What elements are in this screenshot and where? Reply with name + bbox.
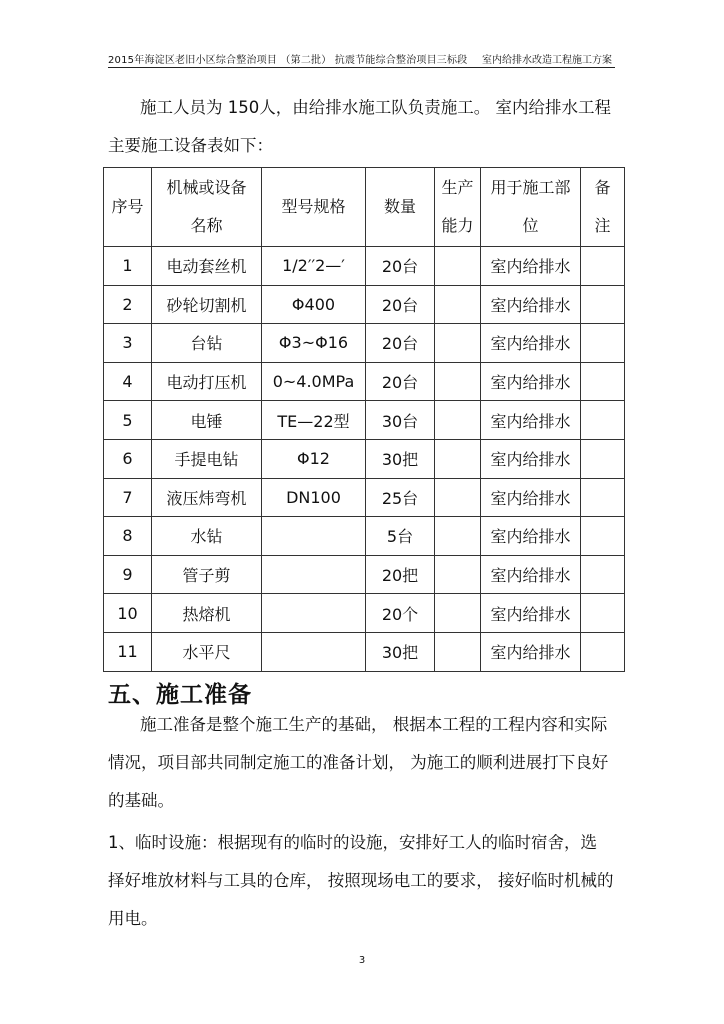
page-header-right: 室内给排水改造工程施工方案	[482, 55, 612, 66]
equipment-table-body	[104, 247, 625, 672]
table-row	[104, 594, 625, 633]
page-header-left: 2015年海淀区老旧小区综合整治项目 （第二批） 抗震节能综合整治项目三标段	[108, 55, 468, 66]
table-cell: 液压炜弯机	[152, 478, 262, 517]
table-cell: TE—22型	[262, 401, 366, 440]
table-cell: 手提电钻	[152, 439, 262, 478]
paragraph-line: 施工准备是整个施工生产的基础， 根据本工程的工程内容和实际	[140, 715, 608, 734]
table-cell: Φ3~Φ16	[262, 324, 366, 363]
paragraph-line: 择好堆放材料与工具的仓库， 按照现场电工的要求， 接好临时机械的	[108, 871, 614, 890]
section-paragraph-2	[108, 824, 618, 938]
table-cell: 室内给排水	[481, 517, 581, 556]
table-cell: 6	[104, 439, 152, 478]
table-cell	[435, 362, 481, 401]
table-cell: Φ400	[262, 285, 366, 324]
table-cell	[435, 247, 481, 286]
table-cell: 水钻	[152, 517, 262, 556]
table-cell	[435, 594, 481, 633]
table-cell: 2	[104, 285, 152, 324]
table-header-cell	[104, 168, 152, 247]
table-header-row	[104, 168, 625, 247]
table-cell: 9	[104, 555, 152, 594]
table-cell: 5台	[366, 517, 435, 556]
table-cell: 室内给排水	[481, 324, 581, 363]
intro-line-2: 主要施工设备表如下：	[108, 136, 273, 155]
table-cell: 室内给排水	[481, 362, 581, 401]
table-cell: 室内给排水	[481, 478, 581, 517]
table-cell: Φ12	[262, 439, 366, 478]
table-cell: 30把	[366, 632, 435, 671]
table-cell	[262, 594, 366, 633]
table-cell	[581, 285, 625, 324]
table-cell	[435, 324, 481, 363]
table-header-cell	[581, 168, 625, 247]
table-cell: 20台	[366, 362, 435, 401]
table-cell: 1/2′′2—′	[262, 247, 366, 286]
intro-paragraph	[108, 89, 618, 165]
table-row	[104, 285, 625, 324]
table-cell	[435, 478, 481, 517]
paragraph-line: 用电。	[108, 909, 158, 928]
table-cell	[581, 362, 625, 401]
table-row	[104, 555, 625, 594]
table-cell	[435, 285, 481, 324]
table-cell: 台钻	[152, 324, 262, 363]
header-cell-text: 数量	[383, 197, 416, 216]
table-cell	[581, 324, 625, 363]
table-cell: 30把	[366, 439, 435, 478]
table-cell: 20把	[366, 555, 435, 594]
table-cell: 5	[104, 401, 152, 440]
table-cell	[581, 594, 625, 633]
table-cell: 3	[104, 324, 152, 363]
table-cell	[581, 247, 625, 286]
table-cell	[262, 632, 366, 671]
table-row	[104, 439, 625, 478]
table-cell: 热熔机	[152, 594, 262, 633]
header-cell-text: 用于施工部	[490, 178, 571, 197]
paragraph-line: 1、临时设施：根据现有的临时的设施，安排好工人的临时宿舍，选	[108, 833, 597, 852]
table-header-cell	[152, 168, 262, 247]
page-number: 3	[358, 955, 366, 966]
table-cell: 20台	[366, 247, 435, 286]
table-cell: 室内给排水	[481, 632, 581, 671]
intro-line-1: 施工人员为 150人，由给排水施工队负责施工。 室内给排水工程	[140, 98, 611, 117]
header-cell-text: 生产	[441, 178, 474, 197]
header-cell-text: 能力	[441, 216, 474, 235]
table-row	[104, 478, 625, 517]
table-row	[104, 247, 625, 286]
table-cell: 1	[104, 247, 152, 286]
table-cell: 砂轮切割机	[152, 285, 262, 324]
header-divider	[108, 67, 615, 68]
table-cell: 20个	[366, 594, 435, 633]
table-cell	[435, 439, 481, 478]
table-cell: 室内给排水	[481, 401, 581, 440]
section-title: 五、施工准备	[108, 682, 252, 708]
table-row	[104, 401, 625, 440]
table-cell	[581, 401, 625, 440]
table-header-cell	[481, 168, 581, 247]
table-cell: 室内给排水	[481, 594, 581, 633]
paragraph-line: 的基础。	[108, 791, 174, 810]
table-cell: 电锤	[152, 401, 262, 440]
header-cell-text: 备	[594, 178, 611, 197]
table-cell: 室内给排水	[481, 247, 581, 286]
table-cell: 20台	[366, 285, 435, 324]
table-header-cell	[366, 168, 435, 247]
table-cell: 4	[104, 362, 152, 401]
table-row	[104, 362, 625, 401]
table-cell	[435, 555, 481, 594]
table-cell	[435, 401, 481, 440]
table-cell	[435, 517, 481, 556]
header-cell-text: 序号	[111, 197, 144, 216]
table-cell: 25台	[366, 478, 435, 517]
table-cell: 室内给排水	[481, 439, 581, 478]
table-cell: 7	[104, 478, 152, 517]
table-cell: DN100	[262, 478, 366, 517]
table-cell	[581, 555, 625, 594]
header-cell-text: 型号规格	[281, 197, 346, 216]
table-header-cell	[262, 168, 366, 247]
table-row	[104, 632, 625, 671]
table-cell	[581, 517, 625, 556]
header-cell-text: 机械或设备	[166, 178, 247, 197]
section-paragraph-1	[108, 706, 618, 820]
table-cell	[262, 555, 366, 594]
equipment-table	[103, 167, 625, 672]
table-row	[104, 517, 625, 556]
table-cell: 30台	[366, 401, 435, 440]
table-cell	[581, 439, 625, 478]
table-header-cell	[435, 168, 481, 247]
header-cell-text: 注	[594, 216, 611, 235]
table-cell: 室内给排水	[481, 555, 581, 594]
table-cell: 水平尺	[152, 632, 262, 671]
table-cell: 10	[104, 594, 152, 633]
table-cell: 0~4.0MPa	[262, 362, 366, 401]
equipment-table-header	[104, 168, 625, 247]
table-cell	[581, 478, 625, 517]
table-cell	[262, 517, 366, 556]
table-cell	[435, 632, 481, 671]
table-cell: 室内给排水	[481, 285, 581, 324]
table-cell: 8	[104, 517, 152, 556]
table-cell: 管子剪	[152, 555, 262, 594]
table-cell: 电动套丝机	[152, 247, 262, 286]
paragraph-line: 情况，项目部共同制定施工的准备计划， 为施工的顺利进展打下良好	[108, 753, 609, 772]
header-cell-text: 位	[522, 216, 539, 235]
table-row	[104, 324, 625, 363]
header-cell-text: 名称	[190, 216, 223, 235]
table-cell: 电动打压机	[152, 362, 262, 401]
table-cell: 11	[104, 632, 152, 671]
table-cell	[581, 632, 625, 671]
table-cell: 20台	[366, 324, 435, 363]
